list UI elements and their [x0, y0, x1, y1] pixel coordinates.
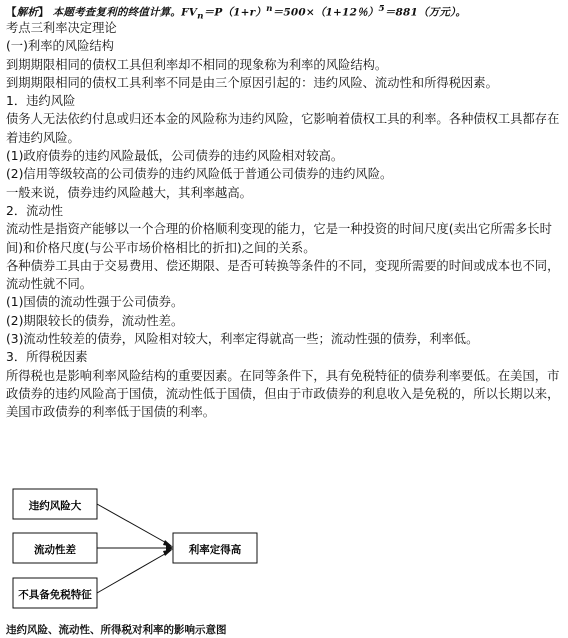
left-box-2-label: 流动性差: [34, 544, 76, 556]
left-box-1: [13, 489, 97, 519]
superscript-n: n: [266, 4, 273, 14]
list-item: (3)流动性较差的债券，风险相对较大，利率定得就高一些；流动性强的债券，利率低。: [6, 332, 479, 347]
heading-liquidity: 2．流动性: [6, 203, 64, 218]
connector-arrows: [97, 504, 170, 593]
list-item: (1)政府债券的违约风险最低，公司债券的违约风险相对较高。: [6, 149, 344, 164]
heading-income-tax: 3．所得税因素: [6, 350, 88, 365]
analysis-text: 本题考查复利的终值计算。FV: [52, 6, 198, 19]
analysis-bracket-open: 【: [6, 6, 17, 19]
paragraph: 到期期限相同的债权工具利率不同是由三个原因引起的：违约风险、流动性和所得税因素。: [6, 75, 498, 90]
formula-result: ＝881（万元）。: [384, 6, 467, 19]
subsection-title: (一)利率的风险结构: [6, 39, 114, 54]
list-item: (2)期限较长的债券，流动性差。: [6, 313, 184, 328]
document-page: [6, 0, 562, 422]
left-box-1-label: 违约风险大: [28, 500, 82, 512]
analysis-label: 解析: [16, 6, 39, 19]
formula-values: ＝500×（1+12％）: [272, 6, 379, 19]
subscript-n: n: [197, 11, 204, 22]
section-title: 考点三利率决定理论: [6, 21, 117, 35]
paragraph: 所得税也是影响利率风险结构的重要因素。在同等条件下，具有免税特征的债券利率要低。在美国，市政债券的违约风险高于国债，流动性低于国债，但由于市政债券的利息收入是免税的，所以长期以来，美国市政债券的利率低于国债的利率。: [6, 368, 560, 420]
diagram-caption: 违约风险、流动性、所得税对利率的影响示意图: [6, 624, 227, 636]
paragraph: 一般来说，债券违约风险越大，其利率越高。: [6, 185, 252, 200]
right-box: [173, 533, 257, 563]
paragraph: 债务人无法依约付息或归还本金的风险称为违约风险，它影响着债权工具的利率。各种债权工具都存在着违约风险。: [6, 112, 560, 145]
formula-base: ＝P（1+r）: [203, 6, 267, 19]
paragraph: 流动性是指资产能够以一个合理的价格顺利变现的能力，它是一种投资的时间尺度(卖出它所需多长时间)和价格尺度(与公平市场价格相比的折扣)之间的关系。: [6, 222, 552, 255]
left-box-2: [13, 533, 97, 563]
left-box-3: [13, 578, 97, 608]
article-body: [6, 19, 562, 422]
paragraph: 到期期限相同的债权工具但利率却不相同的现象称为利率的风险结构。: [6, 57, 388, 72]
risk-structure-diagram: [0, 482, 568, 638]
superscript-5: 5: [378, 4, 385, 14]
right-box-label: 利率定得高: [188, 544, 242, 556]
heading-default-risk: 1．违约风险: [6, 94, 76, 109]
left-box-3-label: 不具备免税特征: [18, 589, 92, 601]
analysis-bracket-close: 】: [38, 6, 49, 19]
list-item: (1)国债的流动性强于公司债券。: [6, 295, 184, 310]
analysis-line: [6, 0, 562, 22]
paragraph: 各种债券工具由于交易费用、偿还期限、是否可转换等条件的不同，变现所需要的时间或成本也不同，流动性就不同。: [6, 258, 560, 292]
list-item: (2)信用等级较高的公司债券的违约风险低于普通公司债券的违约风险。: [6, 167, 393, 182]
